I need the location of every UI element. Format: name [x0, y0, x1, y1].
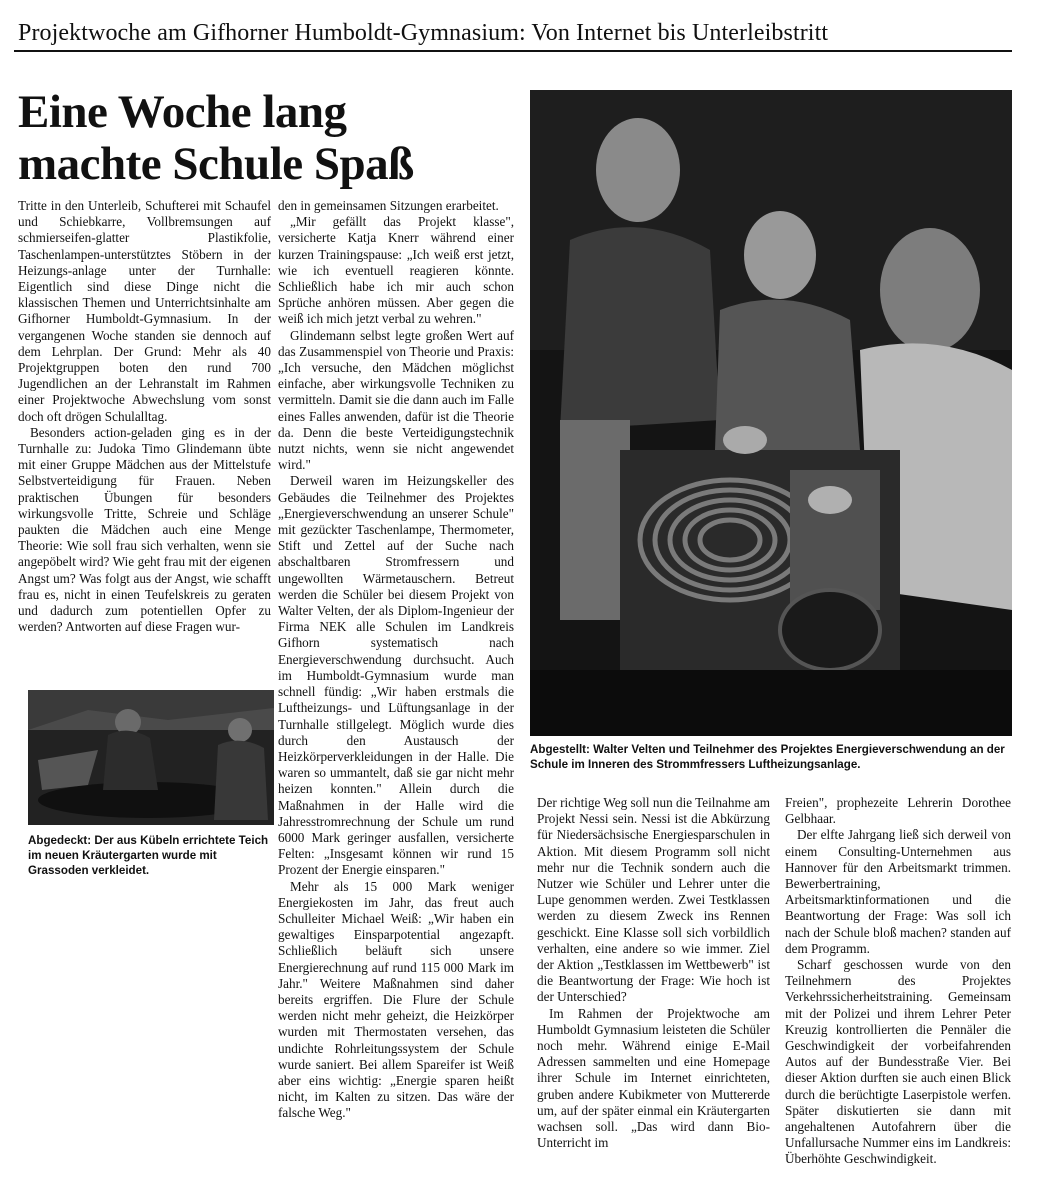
- paragraph: Scharf geschossen wurde von den Teilnehmern des Projektes Verkehrssicherheitstraining. Gemeinsam mit der Polizei und ihrem Lehrer Peter Kreuzig kontrollierten die Pennäler die Geschwindigkeit der vorbeifahrenden Autos auf der Bundesstraße Vier. Bei dieser Aktion durften sie auch einen Blick durch die berüchtigte Laserpistole werfen. Später diskutierten sie dann mit angehaltenen Autofahrern über die Unfallursache Nummer eins im Landkreis: Überhöhte Geschwindigkeit.: [785, 957, 1011, 1167]
- paragraph: Im Rahmen der Projektwoche am Humboldt Gymnasium leisteten die Schüler noch mehr. Während einige E-Mail Adressen sammelten und eine Homepage ihrer Schule im Internet einrichteten, gruben andere Kubikmeter von Muttererde um, auf der später einmal ein Kräutergarten wachsen soll. „Das wird dann Bio-Unterricht im: [537, 1005, 770, 1151]
- paragraph: Freien", prophezeite Lehrerin Dorothee Gelbhaar.: [785, 795, 1011, 827]
- paragraph: den in gemeinsamen Sitzungen erarbeitet.: [278, 198, 499, 213]
- article-column-3: [537, 795, 770, 1151]
- article-column-2: [278, 198, 514, 1122]
- headline-line-2: machte Schule Spaß: [18, 138, 414, 190]
- paragraph: Tritte in den Unterleib, Schufterei mit Schaufel und Schiebkarre, Vollbremsungen auf schmierseifen-glatter Plastikfolie, Taschenlampen-unterstütztes Stöbern in der Heizungs-anlage unter der Turnhalle: Eigentlich sind diese Dinge nicht die klassischen Themen und Unterrichtsinhalte am Gifhorner Humboldt-Gymnasium. In der vergangenen Woche standen sie dennoch auf dem Lehrplan. Der Grund: Mehr als 40 Projektgruppen boten den rund 700 Jugendlichen an der Lehranstalt im Rahmen einer Projektwoche Abwechslung vom sonst doch oft drögen Schulalltag.: [18, 198, 271, 424]
- paragraph: Besonders action-geladen ging es in der Turnhalle zu: Judoka Timo Glindemann übte mit einer Gruppe Mädchen aus der Mittelstufe Selbstverteidigung für Frauen. Neben praktischen Übungen für besonders wirkungsvolle Tritte, Schreie und Schläge paukten die Mädchen auch eine Menge Theorie: Wie soll frau sich verhalten, wenn sie angepöbelt wird? Wie geht frau mit der eigenen Angst um? Was folgt aus der Angst, wie schafft frau es, nicht in einen Teufelskreis zu geraten und dadurch zum potentiellen Opfer zu werden? Antworten auf diese Fragen wur-: [18, 424, 271, 635]
- paragraph: Derweil waren im Heizungskeller des Gebäudes die Teilnehmer des Projektes „Energieverschwendung an unserer Schule" mit gezückter Taschenlampe, Thermometer, Stift und Zettel auf der Suche nach abschaltbaren Stromfressern und ungewollten Wärmetauschern. Betreut werden die Schüler bei diesem Projekt von Walter Velten, der als Diplom-Ingenieur der Firma NEK alle Schulen im Landkreis Gifhorn systematisch nach Energieverschwendung durchsucht. Auch im Humboldt-Gymnasium wurde man schnell fündig: „Wir haben erstmals die Luftheizungs- und Lüftungsanlage in der Turnhalle stillgelegt. Möglich wurde dies durch den Austausch der Heizkörperverkleidungen in der Halle. Die waren so ummantelt, daß sie gar nicht mehr heizen konnten." Allein durch die Maßnahmen in der Halle wird die Jahresstromrechnung der Schule um rund 6000 Mark geringer ausfallen, versicherte Felten: „Insgesamt können wir rund 15 Prozent der Energie einsparen.": [278, 473, 514, 878]
- heating-system-photo: [530, 90, 1012, 736]
- article-column-1: [18, 198, 271, 635]
- heating-system-illustration: [530, 90, 1012, 736]
- pond-photo: [28, 690, 274, 825]
- paragraph: Der elfte Jahrgang ließ sich derweil von einem Consulting-Unternehmen aus Hannover für den Arbeitsmarkt trimmen. Bewerbertraining, Arbeitsmarktinformationen und die Beantwortung der Frage: Was soll ich nach der Schule bloß machen? standen auf dem Programm.: [785, 827, 1011, 956]
- paragraph: Mehr als 15 000 Mark weniger Energiekosten im Jahr, das freut auch Schulleiter Michael Weiß: „Wir haben ein gewaltiges Einsparpotential angezapft. Schließlich beläuft sich unsere Energierechnung auf rund 115 000 Mark im Jahr." Weitere Maßnahmen sind daher bereits ergriffen. Die Flure der Schule werden nicht mehr geheizt, die Heizkörper wurden mit Thermostaten versehen, das undichte Rohrleitungssystem der Schule wurde saniert. Bei allem Spareifer ist Weiß aber eins wichtig: „Energie sparen heißt nicht, im Kalten zu sitzen. Das wäre der falsche Weg.": [278, 878, 514, 1121]
- photo-caption-small: Abgedeckt: Der aus Kübeln errichtete Teich im neuen Kräutergarten wurde mit Grassoden verkleidet.: [28, 834, 269, 877]
- article-column-4: [785, 795, 1011, 1168]
- pond-photo-illustration: [28, 690, 274, 825]
- paragraph: „Mir gefällt das Projekt klasse", versicherte Katja Knerr während einer kurzen Trainingspause: „Ich weiß erst jetzt, wie ich eventuell reagieren könnte. Schließlich habe ich mir auch schon Sprüche anhören müssen. Aber gegen die weiß ich mich jetzt verbal zu wehren.": [278, 214, 514, 327]
- headline: [18, 86, 518, 190]
- paragraph: Glindemann selbst legte großen Wert auf das Zusammenspiel von Theorie und Praxis: „Ich versuche, den Mädchen möglichst einfache, aber wirkungsvolle Techniken zu vermitteln. Damit sie die dann auch im Falle eines Falles anwenden, dafür ist die Theorie da. Denn die beste Verteidigungstechnik nutzt nichts, wenn sie nicht angewendet wird.": [278, 327, 514, 473]
- kicker-rule: [14, 50, 1012, 52]
- paragraph: Der richtige Weg soll nun die Teilnahme am Projekt Nessi sein. Nessi ist die Abkürzung für Niedersächsische Energiesparschulen in Aktion. Mit diesem Programm soll nicht mehr nur die Technik sondern auch die Nutzer wie Schüler und Lehrer unter die Lupe genommen werden. Zwei Testklassen werden zu diesem Zweck ins Rennen geschickt. Eine Klasse soll sich vorbildlich verhalten, eine andere so wie immer. Ziel der Aktion „Testklassen im Wettbewerb" ist die Beantwortung der Frage: Wie hoch ist der Unterschied?: [537, 795, 771, 1005]
- photo-caption-big: Abgestellt: Walter Velten und Teilnehmer des Projektes Energieverschwendung an der Schule im Inneren des Strommfressers Luftheizungsanlage.: [530, 743, 1005, 771]
- headline-line-1: Eine Woche lang: [18, 86, 347, 138]
- kicker-line: Projektwoche am Gifhorner Humboldt-Gymnasium: Von Internet bis Unterleibstritt: [18, 20, 829, 46]
